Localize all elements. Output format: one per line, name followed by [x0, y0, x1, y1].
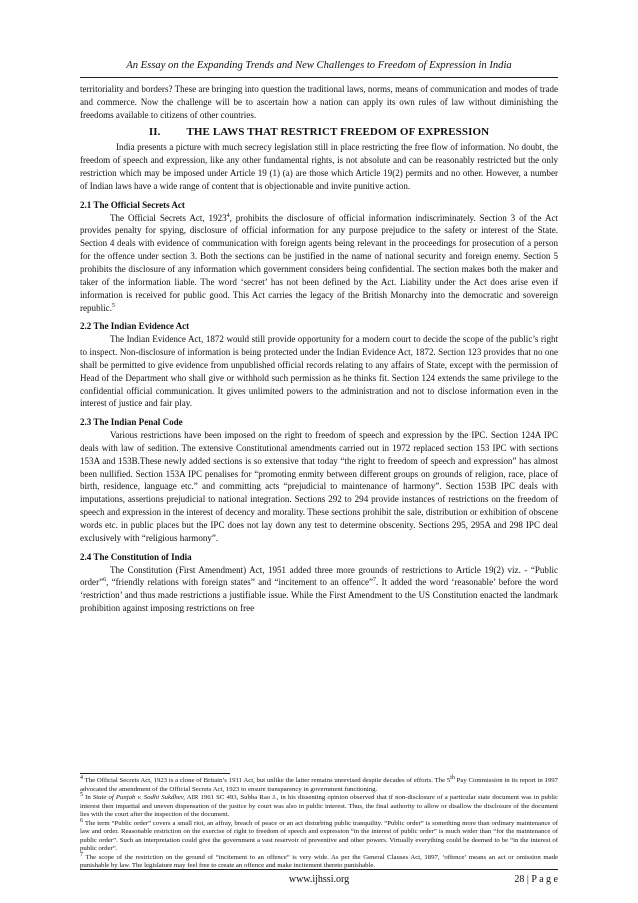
footer-rule	[80, 869, 558, 870]
page-number: 28 | P a g e	[514, 874, 558, 885]
subsection-heading-2-2: 2.2 The Indian Evidence Act	[80, 321, 190, 332]
paragraph-2-3: Various restrictions have been imposed on the right to freedom of speech and expression by the IPC. Section 124A IPC deals with law of sedition. The extensive Constitutional amendments carried out in 1972 replaced section 153 IPC with sections 153A and 153B.These newly added sections is so extensive that today “the right to freedom of speech and expression” has almost been nullified. Section 153A IPC penalises for “promoting enmity between different groups on grounds of religion, race, place of birth, residence, language etc.” and committing acts “prejudicial to maintenance of harmony”. Section 153B IPC deals with imputations, assertions prejudicial to national integration. Sections 292 to 294 provide instances of restrictions on the freedom of speech and expression in the interest of decency and morality. These sections prohibit the sale, distribution or exhibition of obscene words etc. in public places but the IPC does not lay down any test to determine obscenity. Sections 295, 295A and 298 IPC deal exclusively with “religious harmony”.	[80, 430, 558, 543]
running-header: An Essay on the Expanding Trends and New Challenges to Freedom of Expression in India	[126, 60, 512, 71]
paragraph-2-4: The Constitution (First Amendment) Act, 1951 added three more grounds of restrictions to Article 19(2) viz. - “Public order”$^6$, “friendly relations with foreign states” and “incitement to an offence”$^7$. It added the word ‘reasonable’ before the word ‘restriction’ and thus made restrictions a justifiable issue. While the First Amendment to the US Constitution enacted the landmark prohibition against imposing restrictions on free	[80, 564, 558, 614]
body-text	[80, 83, 558, 615]
footnote-4: $^4$ The Official Secrets Act, 1923 is a clone of Britain’s 1911 Act, but unlike the latter remains unrevised despite decades of efforts. The 5th Pay Commission in its report in 1997 advocated the amendment of the Official Secrets Act, 1923 to ensure transparency in government functioning.	[80, 774, 558, 793]
header-rule	[80, 77, 558, 78]
journal-website: www.ijhssi.org	[288, 874, 350, 885]
paragraph-2-2: The Indian Evidence Act, 1872 would still provide opportunity for a modern court to decide the scope of the public’s right to inspect. Non-disclosure of information is being protected under the Indian Evidence Act, 1872. Section 123 provides that no one shall be permitted to give evidence from unpublished official records relating to any affairs of State, except with the permission of Head of the Department who shall give or withhold such permission as he thinks fit. Section 124 extends the same privilege to the confidential official communication. It gives unlimited powers to the administration and not to disclose information even in the interest of justice and fair play.	[80, 334, 558, 409]
footnotes	[80, 774, 558, 871]
footnote-ref-4: 4	[226, 212, 230, 219]
paragraph-2-1: The Official Secrets Act, 1923$^4$, prohibits the disclosure of official information indiscriminately. Section 3 of the Act provides penalty for spying, disclosure of official information for any purpose prejudice to the safety or interest of the State. Section 4 deals with evidence of communication with foreign agents being relevant in the proceedings for prosecution of a person for the offence under section 3. Both the sections can be justified in the name of national security and foreign enemy. Section 5 prohibits the disclosure of any information which government considers being confidential. The section makes both the maker and taker of the information liable. The word ‘secret’ has not been defined by the Act. Liability under the Act does arise even if information is received for public good. This Act carries the legacy of the British Monarchy into the democratic and sovereign republic.$^5$	[80, 212, 559, 313]
subsection-heading-2-1: 2.1 The Official Secrets Act	[80, 199, 185, 210]
footnote-ref-7: 7	[373, 577, 377, 584]
footnote-ref-5: 5	[111, 302, 115, 309]
footnote-7: $^7$ The scope of the restriction on the ground of “incitement to an offence” is very wide. As per the General Clauses Act, 1897, ‘offence’ means an act or omission made punishable by law. The legislature may feel free to create an offence and make incitement thereto punishable.	[80, 851, 558, 870]
section-number: II.	[148, 125, 161, 138]
footnote-separator	[80, 773, 230, 774]
intro-paragraph: territoriality and borders? These are bringing into question the traditional laws, norms, means of communication and modes of trade and commerce. Now the challenge will be to ascertain how a nation can apply its own rules of law without diminishing the freedoms available to citizens of other countries.	[80, 84, 558, 120]
subsection-heading-2-3: 2.3 The Indian Penal Code	[80, 417, 183, 428]
footnote-ref-6: 6	[103, 577, 107, 584]
section-title: THE LAWS THAT RESTRICT FREEDOM OF EXPRESSION	[186, 125, 490, 138]
footnote-5: $^5$ In State of Punjab v. Sodhi Sukdhev, AIR 1961 SC 493, Subba Rao J., in his dissenting opinion observed that if non-disclosure of a particular state document was in public interest then impartial and uneven dispensation of the justice by court was also in public interest. Thus, the final authority to allow or disallow the disclosure of the document lies with the court after the inspection of the document.	[80, 791, 558, 819]
section-intro-paragraph: India presents a picture with much secrecy legislation still in place restricting the free flow of information. No doubt, the freedom of speech and expression, like any other fundamental rights, is not absolute and can be reasonably restricted but the only restriction which may be imposed under Article 19 (1) (a) are those which Article 19(2) permits and no other. However, a number of Indian laws have a wide range of content that is objectionable and invite punitive action.	[80, 142, 558, 191]
footnote-6: $^6$ The term “Public order” covers a small riot, an affray, breach of peace or an act disturbing public tranquility. “Public order” is something more than ordinary maintenance of law and order. Reasonable restriction on the exercise of right to freedom of speech and expression “in the interest of public order” is much wider than “for the maintenance of public order”. Such an interpretation could give the government a vast reservoir of preventive and other powers. Virtually everything could be deemed to be “in the interest of public order”.	[80, 817, 558, 853]
section-heading	[80, 126, 558, 139]
subsection-heading-2-4: 2.4 The Constitution of India	[80, 551, 192, 562]
